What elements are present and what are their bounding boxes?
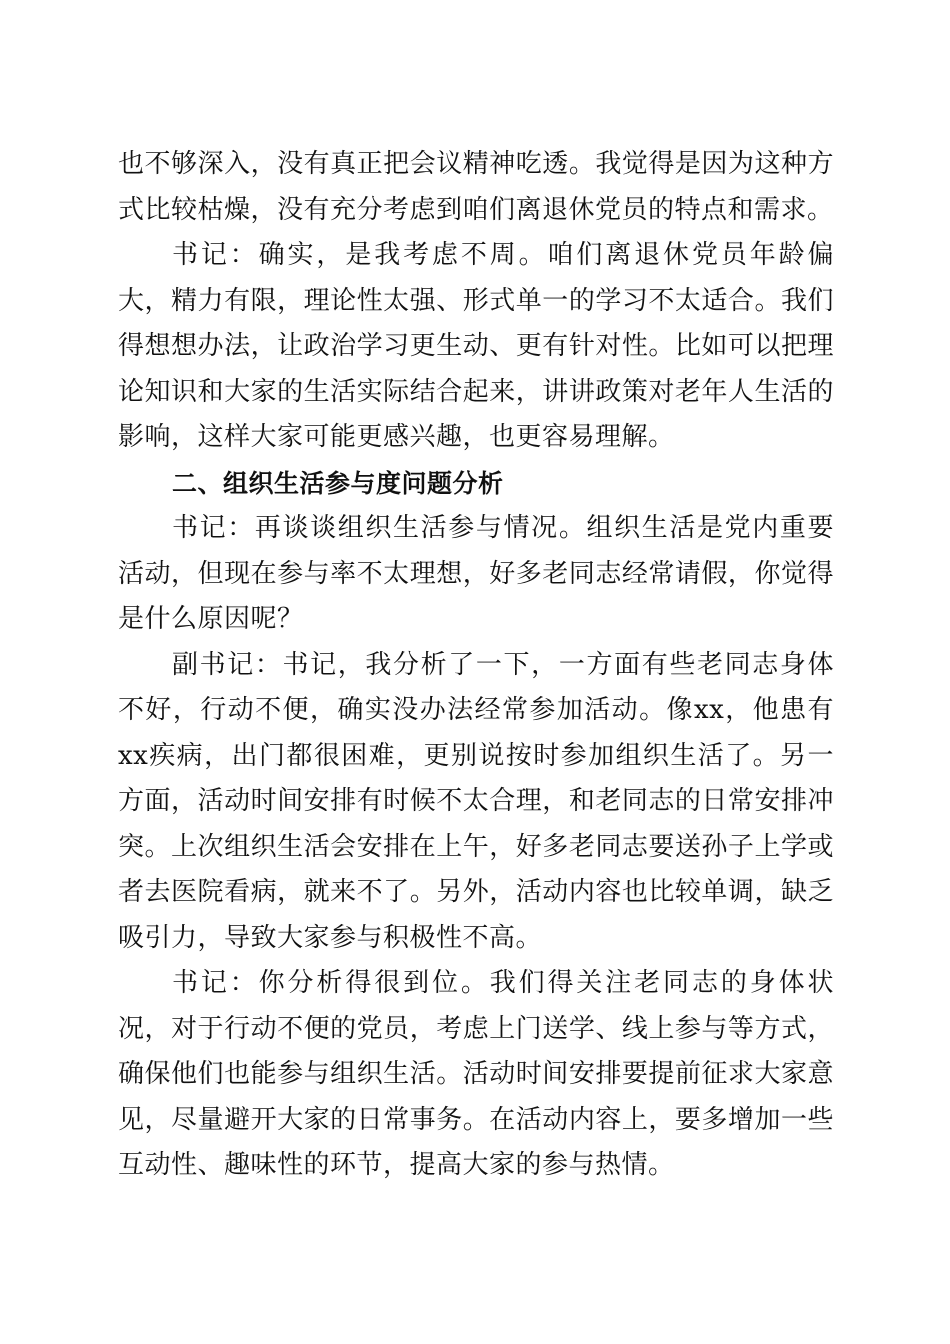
paragraph-secretary-question: 书记：再谈谈组织生活参与情况。组织生活是党内重要活动，但现在参与率不太理想，好多老同志经常请假，你觉得是什么原因呢？ <box>118 513 834 634</box>
paragraph-continuation: 也不够深入，没有真正把会议精神吃透。我觉得是因为这种方式比较枯燥，没有充分考虑到咱们离退休党员的特点和需求。 <box>118 149 834 225</box>
section-heading: 二、组织生活参与度问题分析 <box>172 468 504 498</box>
paragraph-secretary-reply: 书记：确实，是我考虑不周。咱们离退休党员年龄偏大，精力有限，理论性太强、形式单一的学习不太适合。我们得想想办法，让政治学习更生动、更有针对性。比如可以把理论知识和大家的生活实际结合起来，讲讲政策对老年人生活的影响，这样大家可能更感兴趣，也更容易理解。 <box>118 240 834 452</box>
paragraph-secretary-response: 书记：你分析得很到位。我们得关注老同志的身体状况，对于行动不便的党员，考虑上门送学、线上参与等方式，确保他们也能参与组织生活。活动时间安排要提前征求大家意见，尽量避开大家的日常事务。在活动内容上，要多增加一些互动性、趣味性的环节，提高大家的参与热情。 <box>118 968 834 1180</box>
document-body <box>118 142 834 1189</box>
paragraph-deputy-secretary-analysis: 副书记：书记，我分析了一下，一方面有些老同志身体不好，行动不便，确实没办法经常参加活动。像xx，他患有xx疾病，出门都很困难，更别说按时参加组织生活了。另一方面，活动时间安排有时候不太合理，和老同志的日常安排冲突。上次组织生活会安排在上午，好多老同志要送孙子上学或者去医院看病，就来不了。另外，活动内容也比较单调，缺乏吸引力，导致大家参与积极性不高。 <box>118 649 834 953</box>
